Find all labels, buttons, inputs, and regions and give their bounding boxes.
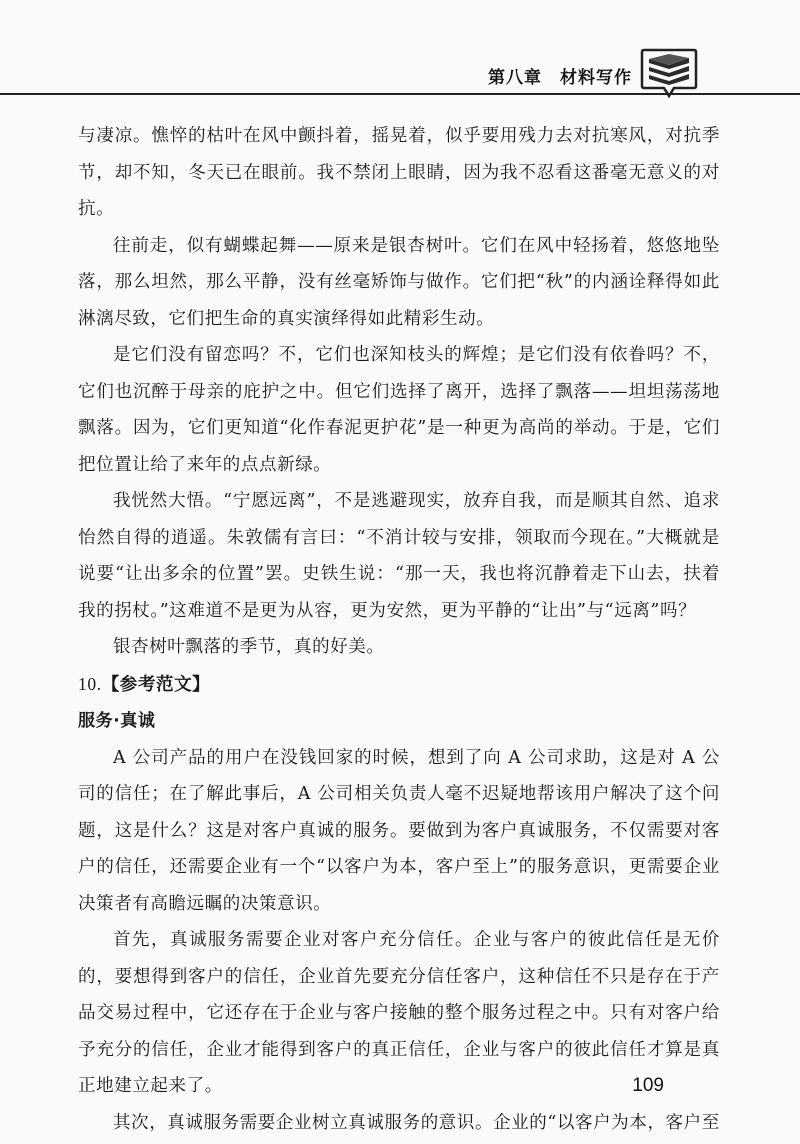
page-number: 109 [632, 1075, 664, 1096]
header-rule [0, 93, 800, 95]
reference-heading [78, 666, 720, 704]
essay-paragraph: A 公司产品的用户在没钱回家的时候，想到了向 A 公司求助，这是对 A 公司的信任；在了解此事后，A 公司相关负责人毫不迟疑地帮该用户解决了这个问题，这是什么？这是对客户真诚的服务。要做到为客户真诚服务，不仅需要对客户的信任，还需要企业有一个“以客户为本，客户至上”的服务意识，更需要企业决策者有高瞻远瞩的决策意识。 [78, 747, 720, 914]
body-paragraph: 是它们没有留恋吗？不，它们也深知枝头的辉煌；是它们没有依眷吗？不，它们也沉醉于母亲的庇护之中。但它们选择了离开，选择了飘落——坦坦荡荡地飘落。因为，它们更知道“化作春泥更护花”是一种更为高尚的举动。于是，它们把位置让给了来年的点点新绿。 [78, 345, 720, 475]
reference-number: 10. [78, 673, 102, 694]
reference-label: 【参考范文】 [101, 674, 211, 695]
body-paragraph: 银杏树叶飘落的季节，真的好美。 [113, 637, 385, 657]
page-body [78, 118, 720, 1141]
chapter-title: 第八章 材料写作 [488, 68, 632, 88]
essay-paragraph: 首先，真诚服务需要企业对客户充分信任。企业与客户的彼此信任是无价的，要想得到客户的信任，企业首先要充分信任客户，这种信任不只是存在于产品交易过程中，它还存在于企业与客户接触的整个服务过程之中。只有对客户给予充分的信任，企业才能得到客户的真正信任，企业与客户的彼此信任才算是真正地建立起来了。 [78, 930, 720, 1096]
body-paragraph: 往前走，似有蝴蝶起舞——原来是银杏树叶。它们在风中轻扬着，悠悠地坠落，那么坦然，那么平静，没有丝毫矫饰与做作。它们把“秋”的内涵诠释得如此淋漓尽致，它们把生命的真实演绎得如此精彩生动。 [78, 235, 720, 329]
stacked-books-icon [640, 46, 698, 98]
essay-title: 服务·真诚 [78, 711, 156, 731]
essay-paragraph: 其次，真诚服务需要企业树立真诚服务的意识。企业的“以客户为本，客户至 [113, 1112, 720, 1133]
body-paragraph: 与凄凉。憔悴的枯叶在风中颤抖着，摇晃着，似乎要用残力去对抗寒风，对抗季节，却不知，冬天已在眼前。我不禁闭上眼睛，因为我不忍看这番毫无意义的对抗。 [78, 126, 720, 219]
page-header [0, 0, 800, 100]
body-paragraph: 我恍然大悟。“宁愿远离”，不是逃避现实，放弃自我，而是顺其自然、追求怡然自得的逍遥。朱敦儒有言曰：“不消计较与安排，领取而今现在。”大概就是说要“让出多余的位置”罢。史铁生说：“那一天，我也将沉静着走下山去，扶着我的拐杖。”这难道不是更为从容，更为安然，更为平静的“让出”与“远离”吗？ [78, 491, 720, 621]
